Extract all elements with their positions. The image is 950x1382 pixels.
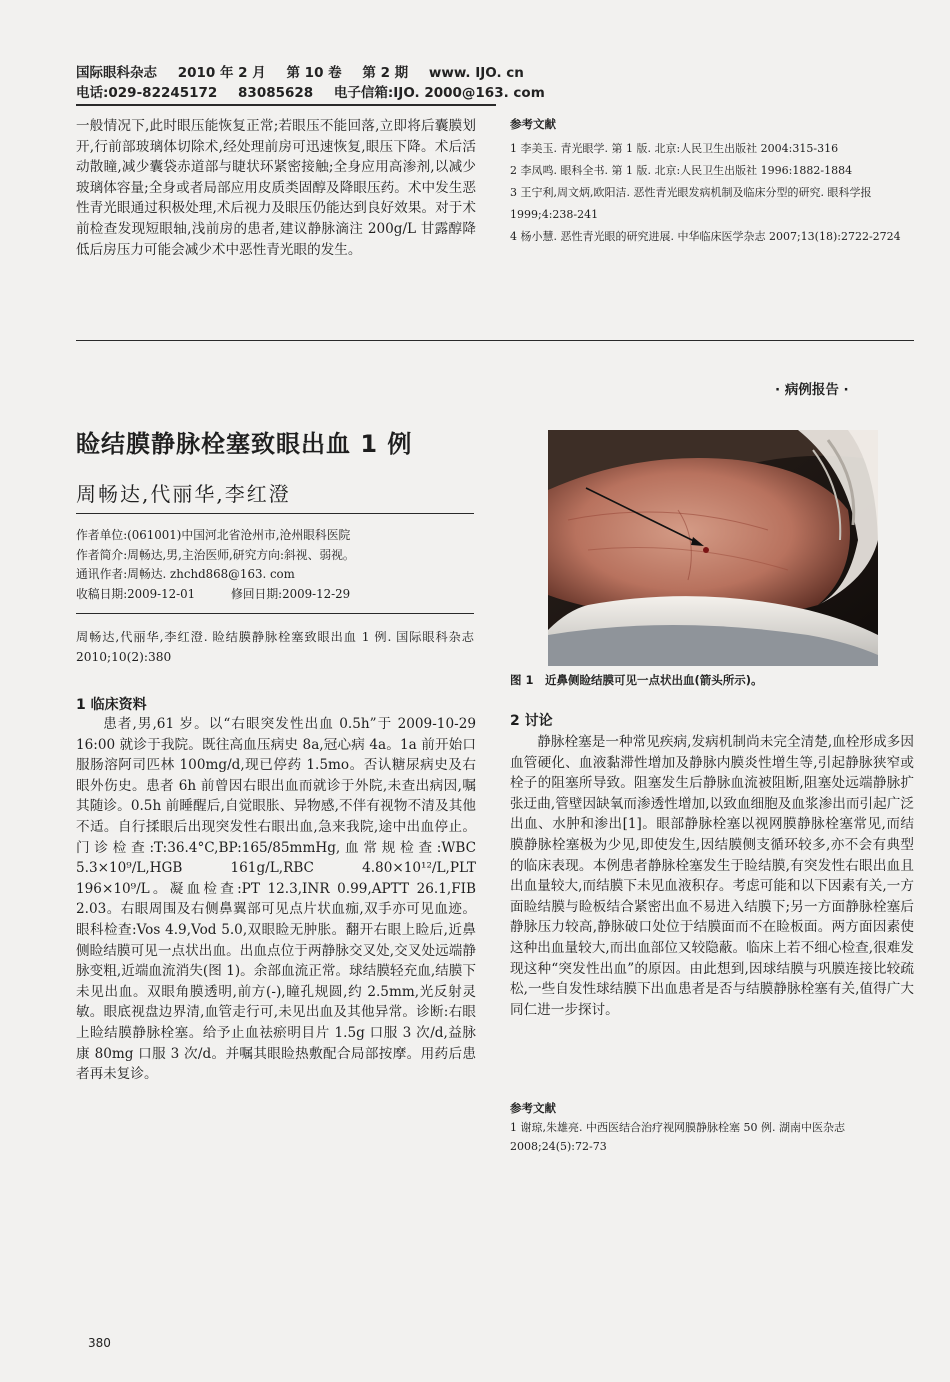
page-number: 380 [88,1336,111,1350]
issue: 第 2 期 [362,65,409,81]
section2-body [510,732,914,1020]
section1-body [76,714,476,1085]
section1-title: 1 临床资料 [76,697,147,713]
section2-paragraph: 静脉栓塞是一种常见疾病,发病机制尚未完全清楚,血栓形成多因血管硬化、血液黏滞性增加及静脉内膜炎性增生等,引起静脉狭窄或栓子的阻塞所导致。阻塞发生后静脉血流被阻断,阻塞处远端静脉扩张迂曲,管壁因缺氧而渗透性增加,以致血细胞及血浆渗出而引起广泛出血、水肿和渗出[1]。眼部静脉栓塞以视网膜静脉栓塞常见,而结膜静脉栓塞极为少见,即使发生,因结膜侧支循环较多,亦不会有典型的临床表现。本例患者静脉栓塞发生于睑结膜,有突发性右眼出血且出血量较大,而结膜下未见血液积存。考虑可能和以下因素有关,一方面睑结膜与睑板结合紧密出血不易进入结膜下;另一方面静脉栓塞后静脉压力较高,静脉破口处位于结膜面而不在睑板面。两方面因素使这种出血量较大,而出血部位又较隐蔽。临床上若不细心检查,很难发现这种“突发性出血”的原因。由此想到,因球结膜与巩膜连接比较疏松,一些自发性球结膜下出血患者是否与结膜静脉栓塞有关,值得广大同仁进一步探讨。 [510,734,914,1018]
website: www. IJO. cn [428,65,524,81]
figure-1-caption: 图 1 近鼻侧睑结膜可见一点状出血(箭头所示)。 [510,673,763,687]
revised-date: 修回日期:2009-12-29 [230,586,351,601]
reference-item: 1 谢琼,朱雄亮. 中西医结合治疗视网膜静脉栓塞 50 例. 湖南中医杂志 2008;24(5):72-73 [510,1121,845,1153]
section2-references [510,1118,914,1156]
article-citation: 周畅达,代丽华,李红澄. 睑结膜静脉栓塞致眼出血 1 例. 国际眼科杂志 2010;10(2):380 [76,630,474,664]
article-title: 睑结膜静脉栓塞致眼出血 1 例 [76,430,413,458]
reference-item: 1 李美玉. 青光眼学. 第 1 版. 北京:人民卫生出版社 2004:315-316 [510,142,839,155]
references-title: 参考文献 [510,117,556,131]
section2-references-title: 参考文献 [510,1101,556,1115]
meta-rule [76,613,474,614]
reference-item: 3 王宁利,周文炳,欧阳洁. 恶性青光眼发病机制及临床分型的研究. 眼科学报 1999;4:238-241 [510,186,872,221]
section1-paragraph: 患者,男,61 岁。以“右眼突发性出血 0.5h”于 2009-10-29 16:00 就诊于我院。既往高血压病史 8a,冠心病 4a。1a 前开始口服肠溶阿司匹林 100mg/d,现已停药 1.5mo。否认糖尿病史及右眼外伤史。患者 6h 前曾因右眼出血而就诊于外院,未查出病因,嘱其随诊。0.5h 前睡醒后,自觉眼胀、异物感,不伴有视物不清及其他不适。自行揉眼后出现突发性右眼出血,急来我院,途中出血停止。门诊检查:T:36.4°C,BP:165/85mmHg,血常规检查:WBC 5.3×10⁹/L,HGB 161g/L,RBC 4.80×10¹²/L,PLT 196×10⁹/L。凝血检查:PT 12.3,INR 0.99,APTT 26.1,FIB 2.03。右眼周围及右侧鼻翼部可见点片状血痂,双手亦可见血迹。眼科检查:Vos 4.9,Vod 5.0,双眼睑无肿胀。翻开右眼上睑后,近鼻侧睑结膜可见一点状出血。出血点位于两静脉交叉处,交叉处远端静脉变粗,近端血流消失(图 1)。余部血流正常。球结膜轻充血,结膜下未见出血。双眼角膜透明,前方(-),瞳孔规圆,约 2.5mm,光反射灵敏。眼底视盘边界清,血管走行可,未见出血及其他异常。诊断:右眼上睑结膜静脉栓塞。给予止血祛瘀明目片 1.5g 口服 3 次/d,益脉康 80mg 口服 3 次/d。并嘱其眼睑热敷配合局部按摩。用药后患者再未复诊。 [76,716,476,1083]
figure-1-photo [548,430,878,666]
reference-item: 2 李凤鸣. 眼科全书. 第 1 版. 北京:人民卫生出版社 1996:1882-1884 [510,164,853,177]
received-date: 收稿日期:2009-12-01 [76,586,196,601]
article-authors: 周畅达,代丽华,李红澄 [76,482,291,506]
phone2: 83085628 [238,85,314,101]
issue-date: 2010 年 2 月 [177,65,266,81]
section2-title: 2 讨论 [510,713,553,729]
journal-header [76,63,545,103]
phone: 电话:029-82245172 [76,85,218,101]
email: 电子信箱:IJO. 2000@163. com [333,85,545,101]
header-rule [76,104,496,106]
article-separator [76,340,914,341]
correspondence: 通讯作者:周畅达. zhchd868@163. com [76,567,295,581]
previous-article-text [76,116,476,260]
section-tag: · 病例报告 · [775,382,849,398]
journal-name: 国际眼科杂志 [76,65,157,81]
eye-photo-illustration [548,430,878,666]
author-bio: 作者简介:周畅达,男,主治医师,研究方向:斜视、弱视。 [76,547,355,562]
reference-item: 4 杨小慧. 恶性青光眼的研究进展. 中华临床医学杂志 2007;13(18):2722-2724 [510,230,901,243]
previous-article-paragraph: 一般情况下,此时眼压能恢复正常;若眼压不能回落,立即将后囊膜划开,行前部玻璃体切除术,经处理前房可迅速恢复,眼压下降。术后活动散瞳,减少囊袋赤道部与睫状环紧密接触;全身应用高渗剂,以减少玻璃体容量;全身或者局部应用皮质类固醇及降眼压药。术中发生恶性青光眼通过积极处理,术后视力及眼压仍能达到良好效果。对于术前检查发现短眼轴,浅前房的患者,建议静脉滴注 200g/L 甘露醇降低后房压力可能会减少术中恶性青光眼的发生。 [76,118,476,258]
article-meta [76,526,476,604]
affiliation: 作者单位:(061001)中国河北省沧州市,沧州眼科医院 [76,528,351,542]
authors-rule [76,513,474,514]
previous-article-references [510,116,920,248]
volume: 第 10 卷 [286,65,342,81]
